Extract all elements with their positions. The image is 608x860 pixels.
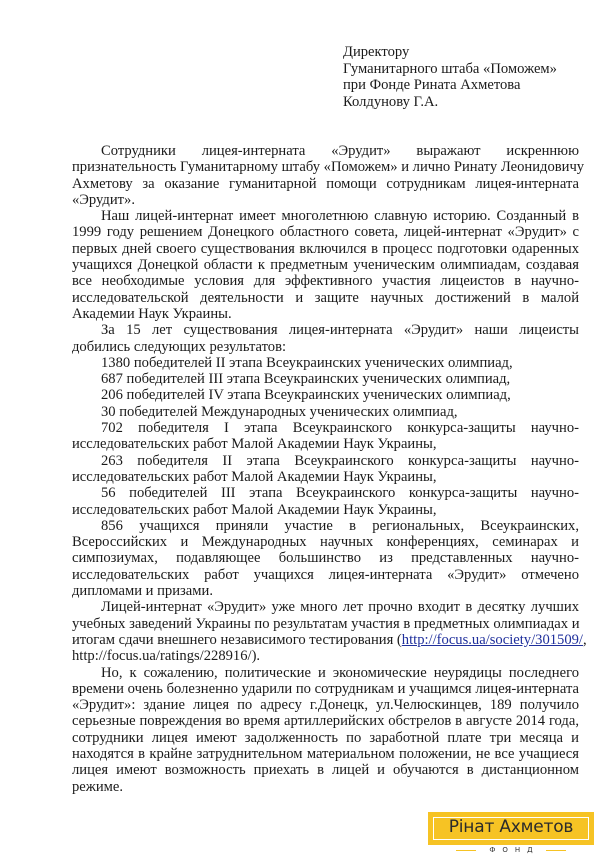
result-item: 687 победителей III этапа Всеукраинских ученических олимпиад, [101,371,511,388]
result-item: 263 победителя II этапа Всеукраинского конкурса-защиты научно- [101,452,579,469]
addressee-line: Колдунову Г.А. [343,93,439,110]
text-line: первых дней своего существования включился в процесс подготовки одаренных [72,240,579,257]
text-line: Сотрудники лицея-интерната «Эрудит» выражают искреннюю [101,143,579,159]
text-line: Наш лицей-интернат имеет многолетнюю славную историю. Созданный в [101,208,579,225]
text-line: режиме. [72,778,124,795]
text-line: серьезные повреждения во время артиллерийских обстрелов в августе 2014 года, [72,713,579,730]
text-line: Лицей-интернат «Эрудит» уже много лет прочно входит в десятку лучших [101,599,579,616]
text-line: http://focus.ua/ratings/228916/). [72,648,261,665]
text-line: дипломами и призами. [72,583,213,600]
result-item-continuation: исследовательских работ Малой Академии Наук Украины, [72,501,437,518]
text-line: симпозиумах, подавляющее большинство из представленных научно- [72,550,579,567]
text-line: Всероссийских и Международных научных конференциях, семинарах и [72,534,579,551]
addressee-block [343,44,557,110]
text-line: Ахметову за оказание гуманитарной помощи сотрудникам лицея-интерната [72,175,579,192]
text-line: признательность Гуманитарному штабу «Поможем» и лично Ринату Леонидовичу [72,159,585,176]
text-line: исследовательских работ учащихся лицея-интерната «Эрудит» отмечено [72,566,579,583]
text-fragment: , [582,631,587,648]
text-line: 1999 году решением Донецкого областного совета, лицей-интернат «Эрудит» с [72,224,579,241]
logo-subtitle-row [436,845,586,855]
logo-rule-left [456,850,476,851]
text-line: 856 учащихся приняли участие в региональных, Всеукраинских, [101,517,579,534]
result-item: 702 победителя I этапа Всеукраинского конкурса-защиты научно- [101,420,579,437]
text-line: «Эрудит». [72,191,135,208]
text-line: находятся в крайне затруднительном материальном положении, не все учащиеся [72,745,579,762]
text-line: учащихся Донецкой области к предметным ученическим олимпиадам, создавая [72,257,579,274]
text-line: «Эрудит»: здание лицея по адресу г.Донецк, ул.Челюскинцев, 189 получило [72,697,579,714]
result-item-continuation: исследовательских работ Малой Академии Наук Украины, [72,468,437,485]
logo-subtitle: ФОНД [482,845,539,855]
text-line: все необходимые условия для эффективного участия лицеистов в научно- [72,273,579,290]
result-item: 1380 победителей II этапа Всеукраинских ученических олимпиад, [101,354,513,371]
addressee-line: Гуманитарного штаба «Поможем» [343,60,557,77]
addressee-line: при Фонде Рината Ахметова [343,77,521,93]
logo-title: Рінат Ахметов [448,817,574,837]
focus-society-link[interactable]: http://focus.ua/society/301509/ [401,631,583,648]
result-item: 206 победителей IV этапа Всеукраинских ученических олимпиад, [101,387,511,404]
letter-body [72,143,587,795]
text-line: исследовательской деятельности и защите научных достижений в малой [72,289,579,306]
text-line-with-link [72,631,587,648]
result-item-continuation: исследовательских работ Малой Академии Наук Украины, [72,436,437,453]
text-fragment: итогам сдачи внешнего независимого тестирования ( [72,631,402,648]
text-line: Академии Наук Украины. [72,305,232,322]
addressee-line: Директору [343,44,410,60]
result-item: 56 победителей III этапа Всеукраинского конкурса-защиты научно- [101,485,579,502]
text-line: времени очень болезненно ударили по сотрудникам и учащимся лицея-интерната [72,680,579,697]
text-line: добились следующих результатов: [72,338,287,355]
text-line: учебных заведений Украины по результатам участия в предметных олимпиадах и [72,615,580,632]
text-line: За 15 лет существования лицея-интерната «Эрудит» наши лицеисты [101,322,579,339]
foundation-logo [428,812,594,845]
text-line: лицея имеют возможность приехать в лицей и обучаются в дистанционном [72,762,579,779]
text-line: Но, к сожалению, политические и экономические неурядицы последнего [101,664,579,681]
logo-rule-right [546,850,566,851]
result-item: 30 победителей Международных ученических олимпиад, [101,403,458,420]
text-line: сотрудники лицея имеют задолженность по заработной плате три месяца и [72,729,579,746]
